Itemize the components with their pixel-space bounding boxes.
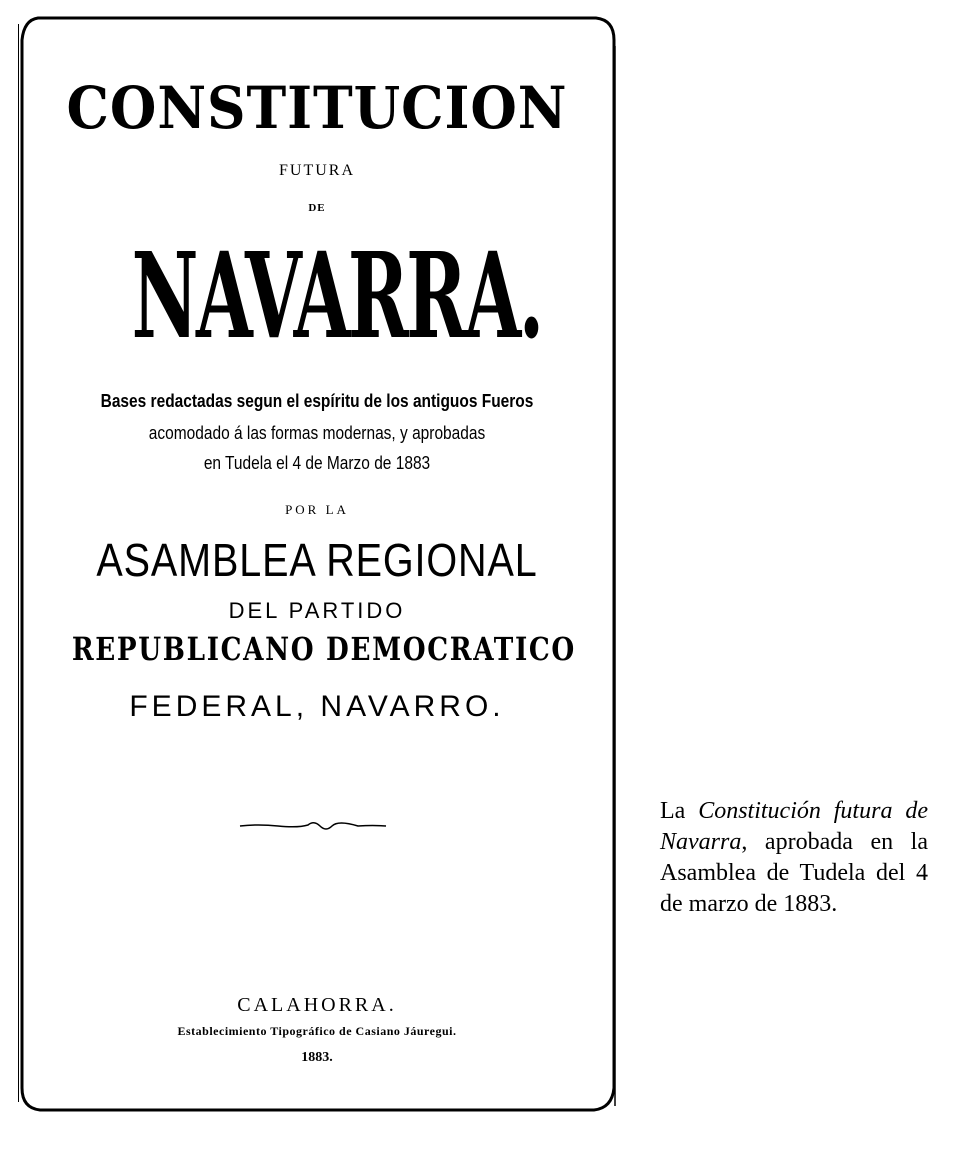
caption-title-part-2: de Navarra — [660, 798, 928, 855]
ornament-divider — [238, 816, 388, 836]
cover-city: CALAHORRA. — [237, 994, 397, 1016]
cover-title: CONSTITUCION — [66, 74, 568, 142]
cover-del-partido: DEL PARTIDO — [228, 598, 406, 623]
cover-federal: FEDERAL, NAVARRO. — [129, 690, 505, 723]
cover-futura: FUTURA — [278, 162, 355, 179]
cover-asamblea: ASAMBLEA REGIONAL — [96, 534, 538, 586]
cover-por-la: POR LA — [285, 502, 349, 517]
cover-year: 1883. — [301, 1050, 333, 1065]
cover-bases-line-1: Bases redactadas segun el espíritu de los antiguos Fueros — [100, 391, 534, 411]
document-cover — [18, 16, 616, 1112]
caption-rest: , aprobada en la Asamblea de Tudela del 4 de marzo de 1883. — [660, 829, 928, 917]
cover-bases-line-3: en Tudela el 4 de Marzo de 1883 — [203, 453, 431, 473]
figure-caption — [660, 796, 928, 920]
caption-title-part-1: Constitución futura — [698, 798, 893, 824]
cover-republicano: REPUBLICANO DEMOCRATICO — [71, 630, 576, 668]
cover-printer: Establecimiento Tipográfico de Casiano Jáuregui. — [177, 1024, 457, 1038]
cover-de: DE — [308, 202, 326, 214]
cover-region: NAVARRA. — [131, 226, 542, 365]
cover-bases-line-2: acomodado á las formas modernas, y aprobadas — [148, 423, 486, 443]
caption-prefix: La — [660, 798, 699, 824]
